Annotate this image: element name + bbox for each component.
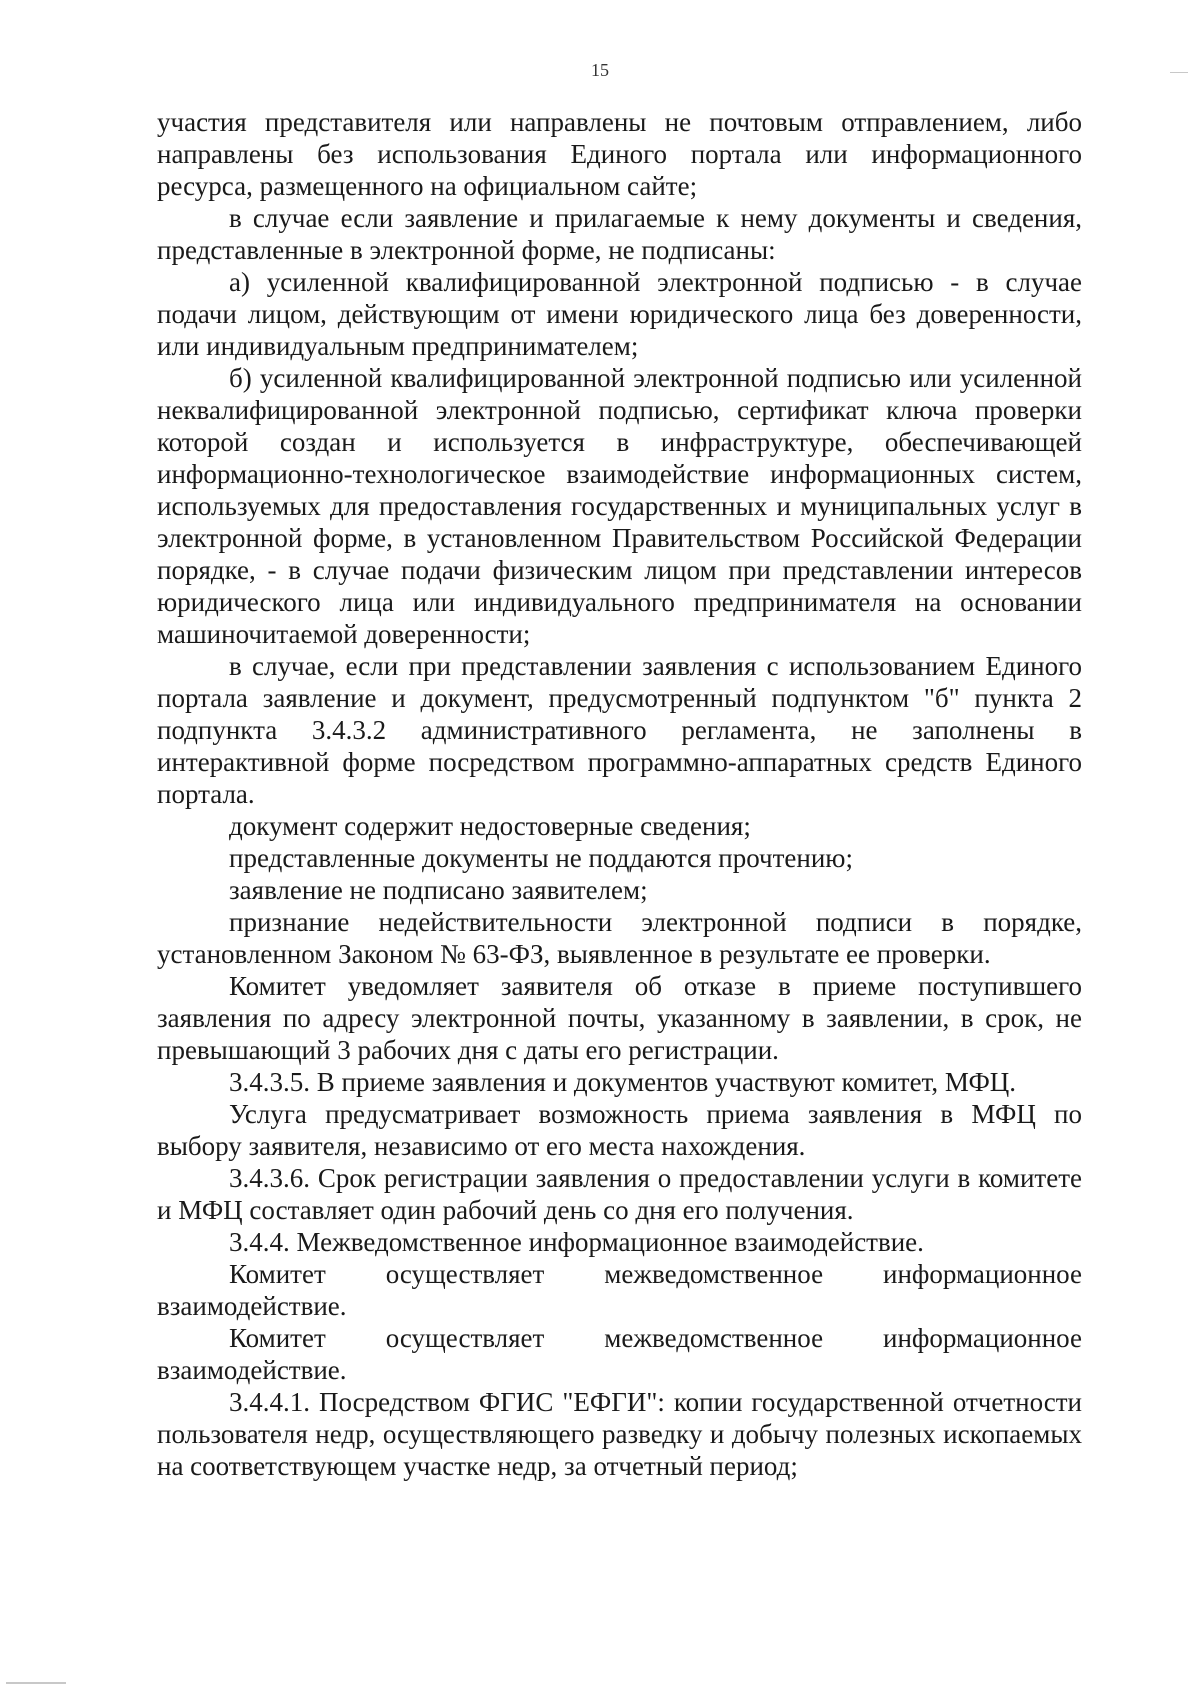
paragraph: б) усиленной квалифицированной электронной подписью или усиленной неквалифицированной электронной подписью, сертификат ключа проверки которой создан и используется в инфраструктуре, обеспечивающей информационно-технологическое взаимодействие информационных систем, используемых для предоставления государственных и муниципальных услуг в электронной форме, в установленном Правительством Российской Федерации порядке, - в случае подачи физическим лицом при представлении интересов юридического лица или индивидуального предпринимателя на основании машиночитаемой доверенности; [157,363,1082,649]
paragraph: признание недействительности электронной подписи в порядке, установленном Законом № 63-ФЗ, выявленное в результате ее проверки. [157,907,1082,969]
paragraph: а) усиленной квалифицированной электронной подписью - в случае подачи лицом, действующим от имени юридического лица без доверенности, или индивидуальным предпринимателем; [157,267,1082,361]
paragraph: 3.4.4.1. Посредством ФГИС "ЕФГИ": копии государственной отчетности пользователя недр, осуществляющего разведку и добычу полезных ископаемых на соответствующем участке недр, за отчетный период; [157,1387,1082,1481]
paragraph: в случае, если при представлении заявления с использованием Единого портала заявление и документ, предусмотренный подпунктом "б" пункта 2 подпункта 3.4.3.2 административного регламента, не заполнены в интерактивной форме посредством программно-аппаратных средств Единого портала. [157,651,1082,809]
paragraph: 3.4.3.5. В приеме заявления и документов участвуют комитет, МФЦ. [229,1067,1017,1097]
paragraph: участия представителя или направлены не почтовым отправлением, либо направлены без использования Единого портала или информационного ресурса, размещенного на официальном сайте; [157,107,1082,201]
page-number: 15 [591,60,609,80]
paragraph: 3.4.4. Межведомственное информационное взаимодействие. [229,1227,924,1257]
scan-artifact [1170,72,1188,73]
paragraph: Услуга предусматривает возможность приема заявления в МФЦ по выбору заявителя, независимо от его места нахождения. [157,1099,1082,1161]
scan-artifact [6,1682,66,1684]
paragraph: заявление не подписано заявителем; [229,875,648,905]
paragraph: Комитет осуществляет межведомственное информационное взаимодействие. [157,1259,1082,1321]
paragraph: Комитет уведомляет заявителя об отказе в приеме поступившего заявления по адресу электронной почты, указанному в заявлении, в срок, не превышающий 3 рабочих дня с даты его регистрации. [157,971,1082,1065]
document-body [157,106,1082,1482]
paragraph: представленные документы не поддаются прочтению; [229,843,853,873]
paragraph: документ содержит недостоверные сведения; [229,811,751,841]
paragraph: Комитет осуществляет межведомственное информационное взаимодействие. [157,1323,1082,1385]
paragraph: 3.4.3.6. Срок регистрации заявления о предоставлении услуги в комитете и МФЦ составляет один рабочий день со дня его получения. [157,1163,1082,1225]
paragraph: в случае если заявление и прилагаемые к нему документы и сведения, представленные в электронной форме, не подписаны: [157,203,1082,265]
